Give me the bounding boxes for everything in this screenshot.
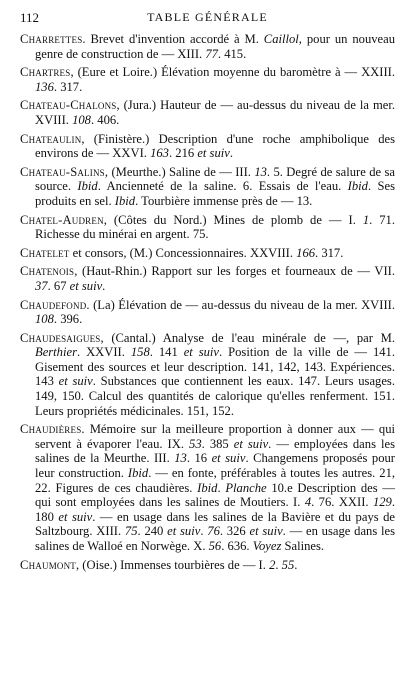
entry-text: . — en fonte, préférables à toutes les autres. 21, 22. Figures de ces chaudières. bbox=[35, 466, 396, 495]
entry-term: Charrettes bbox=[20, 32, 83, 46]
entry-text: . (La) Élévation de — au-dessus du niveau de la mer. XVIII. bbox=[86, 297, 395, 312]
entry-text: . bbox=[294, 557, 298, 572]
entry-text: . 240 bbox=[137, 524, 168, 539]
entry-text: . Substances que contiennent les eaux. 147. Leurs usages. 149, 150. Calcul des quantités de calorique qu'elles renferment. 151. Leurs propriétés médicinales. 151, 152. bbox=[35, 374, 395, 418]
entry-text: , (Jura.) Hauteur de — au-dessus du niveau de la mer. XVIII. bbox=[35, 98, 395, 127]
entry-text: , (Meurthe.) Saline de — III. bbox=[104, 164, 255, 179]
entry-italic-text: Caillol bbox=[263, 32, 299, 46]
entry-italic-text: 163 bbox=[150, 146, 169, 161]
entry-text: . 317. bbox=[315, 245, 344, 260]
entry-text: Salines. bbox=[281, 539, 325, 553]
entry-italic-text: et suiv bbox=[197, 146, 230, 161]
entry-italic-text: Voyez bbox=[252, 539, 282, 553]
entry-text: . 141 bbox=[149, 345, 184, 360]
entry-italic-text: 136 bbox=[35, 79, 54, 94]
index-entry bbox=[20, 298, 395, 327]
entry-term: Chateau-Chalons bbox=[20, 98, 117, 113]
entry-italic-text: et suiv bbox=[233, 436, 269, 451]
entry-term: Chaudefond bbox=[20, 297, 87, 312]
entry-text: . bbox=[200, 524, 208, 539]
entry-term: Chateaulin bbox=[20, 131, 82, 146]
entry-italic-text: Ibid bbox=[77, 179, 98, 194]
entry-text: . Brevet d'invention accordé à M. bbox=[82, 32, 264, 46]
entry-italic-text: et suiv bbox=[167, 524, 201, 539]
entry-text: , (Oise.) Immenses tourbières de — I. bbox=[76, 557, 270, 572]
entry-italic-text: Ibid bbox=[114, 193, 136, 208]
entry-text: . Position de la ville de — 141. Gisement des sources et leur description. 141, 142, 143. Expériences. 143 bbox=[35, 345, 395, 389]
entry-text: . Mémoire sur la meilleure proportion à donner aux — qui servent à évaporer l'eau. IX. bbox=[35, 422, 395, 451]
index-entry bbox=[20, 264, 395, 293]
index-entry bbox=[20, 165, 395, 209]
entry-text: . 180 bbox=[35, 495, 395, 524]
entry-text: . 326 bbox=[219, 524, 250, 539]
entry-text: . Changemens proposés pour leur construction. bbox=[35, 451, 395, 481]
entry-text: . 415. bbox=[217, 46, 247, 61]
index-entry bbox=[20, 558, 395, 573]
entry-text: . Tourbière immense près de — 13. bbox=[135, 193, 313, 208]
entry-text: . Ancienneté de la saline. 6. Essais de l'eau. bbox=[97, 179, 348, 194]
page-number: 112 bbox=[20, 10, 40, 25]
entry-italic-text: 37 bbox=[35, 278, 48, 293]
entry-italic-text: 13 bbox=[174, 451, 187, 466]
entry-italic-text: 108 bbox=[35, 312, 54, 327]
entry-text: . 636. bbox=[221, 539, 253, 553]
entry-text: , pour un nouveau genre de construction de — XIII. bbox=[35, 32, 396, 61]
entry-italic-text: 55 bbox=[281, 557, 295, 572]
entry-italic-text: 75 bbox=[124, 524, 138, 539]
entry-text: . — en usage dans les salines de la Bavière et du pays de Saltzbourg. XIII. bbox=[35, 509, 396, 539]
entry-text: . — en usage dans les salines de Walloé en Norwège. X. bbox=[35, 524, 396, 553]
running-title: TABLE GÉNÉRALE bbox=[147, 10, 268, 24]
index-entry bbox=[20, 246, 395, 261]
entry-text: , (Eure et Loire.) Élévation moyenne du baromètre à — XXIII. bbox=[70, 65, 395, 80]
entry-italic-text: Berthier bbox=[35, 345, 77, 360]
entry-text: . 67 bbox=[47, 278, 70, 293]
entry-italic-text: et suiv bbox=[58, 509, 93, 524]
entry-italic-text: 1 bbox=[362, 212, 370, 227]
entry-italic-text: et suiv bbox=[183, 345, 220, 360]
entry-italic-text: et suiv bbox=[69, 278, 103, 293]
entry-italic-text: et suiv bbox=[249, 524, 283, 539]
entry-text: . — employées dans les salines de la Meurthe. III. bbox=[35, 436, 395, 466]
entry-text: . 406. bbox=[90, 112, 120, 127]
index-entry bbox=[20, 331, 395, 419]
index-entry bbox=[20, 65, 395, 94]
entry-italic-text: 56 bbox=[208, 539, 222, 553]
entry-italic-text: 76 bbox=[207, 524, 220, 539]
entry-italic-text: 108 bbox=[72, 112, 91, 127]
entry-italic-text: 158 bbox=[130, 345, 150, 360]
entry-text: . 5. Degré de salure de sa source. bbox=[35, 164, 395, 194]
entry-text: , (Haut-Rhin.) Rapport sur les forges et fourneaux de — VII. bbox=[74, 264, 395, 279]
entry-term: Chatenois bbox=[20, 264, 75, 279]
entry-term: Chaudesaigues bbox=[20, 330, 101, 345]
entry-text: . 317. bbox=[53, 79, 83, 94]
entry-italic-text: et suiv bbox=[211, 451, 246, 466]
entry-italic-text: Ibid bbox=[347, 179, 368, 194]
index-entry bbox=[20, 213, 395, 242]
index-entry bbox=[20, 32, 395, 61]
entry-italic-text: Planche bbox=[225, 480, 267, 495]
entry-text: . 71. Richesse du minérai en argent. 75. bbox=[35, 212, 395, 242]
entry-text: . 76. XXII. bbox=[311, 495, 373, 510]
entry-italic-text: Ibid bbox=[197, 480, 218, 495]
entry-italic-text: 77 bbox=[205, 46, 218, 61]
entry-italic-text: 166 bbox=[296, 245, 316, 260]
index-entry bbox=[20, 98, 395, 127]
entry-text: . Ses produits en sel. bbox=[35, 179, 395, 208]
entry-text: . 16 bbox=[186, 451, 212, 466]
entry-italic-text: 2 bbox=[269, 557, 276, 572]
entry-italic-text: 4 bbox=[304, 495, 312, 510]
entry-term: Chatelet bbox=[20, 245, 70, 260]
entry-italic-text: 53 bbox=[189, 436, 202, 451]
entry-text: , (Côtes du Nord.) Mines de plomb de — I. bbox=[103, 212, 363, 227]
entry-term: Chateau-Salins bbox=[20, 164, 105, 179]
entry-text: . bbox=[102, 278, 106, 293]
entry-term: Chatel-Audren bbox=[20, 212, 104, 227]
entry-italic-text: Ibid bbox=[127, 466, 149, 481]
entry-term: Chaumont bbox=[20, 557, 76, 572]
entry-term: Chaudières bbox=[20, 422, 82, 437]
entry-italic-text: 129 bbox=[372, 495, 392, 510]
entry-text: . bbox=[229, 146, 233, 161]
entry-text: 10.e Description des — qui sont employées dans les salines de Moutiers. I. bbox=[35, 480, 395, 510]
entry-italic-text: 13 bbox=[254, 164, 267, 179]
entry-text: . bbox=[275, 557, 282, 572]
entry-text: , (Cantal.) Analyse de l'eau minérale de —, par M. bbox=[100, 330, 395, 345]
index-entry bbox=[20, 132, 395, 161]
entry-text: . bbox=[217, 480, 226, 495]
entry-term: Chartres bbox=[20, 65, 71, 80]
entry-text: et consors, (M.) Concessionnaires. XXVIII. bbox=[69, 245, 297, 260]
entry-text: . 396. bbox=[53, 312, 83, 327]
entry-text: . 385 bbox=[201, 436, 234, 451]
index-entries bbox=[20, 32, 395, 572]
entry-text: . 216 bbox=[168, 146, 198, 161]
entry-text: . XXVII. bbox=[76, 345, 131, 360]
entry-text: , (Finistère.) Description d'une roche amphibolique des environs de — XXVI. bbox=[35, 131, 395, 161]
entry-italic-text: et suiv bbox=[58, 374, 93, 389]
index-entry bbox=[20, 422, 395, 553]
page-header bbox=[20, 10, 395, 28]
